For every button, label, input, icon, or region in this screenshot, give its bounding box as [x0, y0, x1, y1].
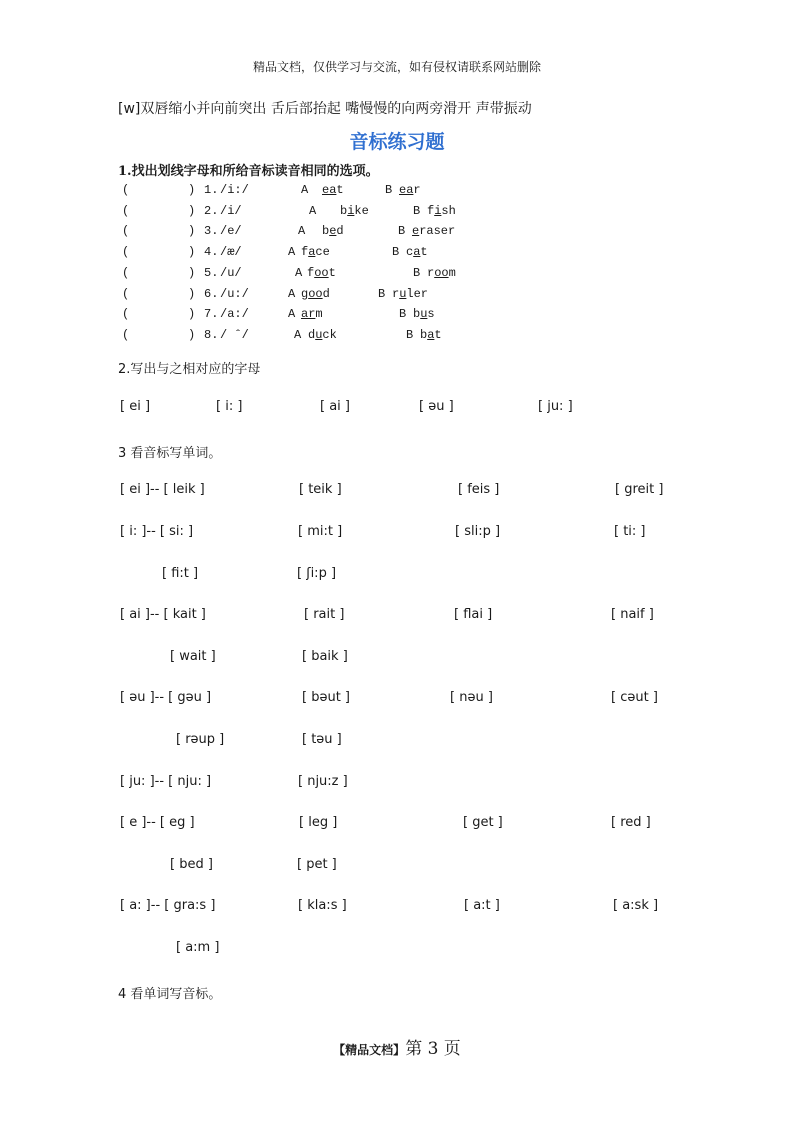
word-suffix: t [336, 183, 344, 197]
phonetic-symbol: /i/ [220, 203, 242, 218]
phonetic-symbol: /u/ [220, 265, 242, 280]
phonetic-entry: [ naif ] [611, 607, 654, 622]
option-a-label: A [301, 183, 309, 197]
option-b-word [399, 183, 421, 197]
word-prefix: r [427, 265, 435, 280]
question-row [118, 224, 678, 244]
option-b-label: B [398, 224, 406, 239]
option-a-word [301, 287, 330, 301]
option-a-label: A [294, 327, 302, 342]
question-row [118, 245, 678, 265]
phonetic-symbol: /i:/ [220, 183, 249, 197]
underlined-letters: i [347, 203, 355, 218]
option-b-label: B [378, 286, 386, 301]
question-number: 7. [204, 307, 219, 322]
option-a-label: A [298, 224, 306, 239]
answer-bracket-open: ( [122, 286, 130, 301]
word-suffix: d [336, 224, 344, 239]
word-suffix: t [434, 327, 442, 342]
question-number: 8. [204, 327, 219, 342]
phonetic-entry: [ red ] [611, 815, 651, 830]
word-prefix: f [301, 245, 309, 260]
phonetic-entry: [ fi:t ] [162, 566, 199, 581]
option-b-label: B [385, 183, 393, 197]
phonetic-group-lead: [ a: ]-- [ gra:s ] [120, 898, 216, 913]
option-b-label: B [406, 327, 414, 342]
phonetic-group-lead: [ ai ]-- [ kait ] [120, 607, 206, 622]
answer-bracket-open: ( [122, 265, 130, 280]
word-suffix: ke [354, 203, 369, 218]
phonetic-entry: [ baik ] [302, 649, 348, 664]
option-b-word [427, 204, 456, 218]
option-b-word [412, 224, 455, 238]
answer-bracket-open: ( [122, 307, 130, 322]
phonetic-entry: [ cəut ] [611, 690, 658, 705]
option-b-word [392, 287, 428, 301]
option-a-word [307, 266, 336, 280]
question-row [118, 307, 678, 327]
option-a-label: A [309, 203, 317, 218]
word-suffix: r [413, 183, 421, 197]
underlined-letters: a [308, 245, 316, 260]
word-prefix: c [406, 245, 414, 260]
intro-line: [w]双唇缩小并向前突出 舌后部抬起 嘴慢慢的向两旁滑开 声带振动 [118, 101, 532, 117]
phonetic-entry: [ get ] [463, 815, 503, 830]
phonetic-symbol: /u:/ [220, 286, 249, 301]
answer-bracket-open: ( [122, 183, 130, 197]
question-number: 4. [204, 245, 219, 260]
page-footer [0, 1034, 794, 1059]
phonetic-entry: [ kla:s ] [298, 898, 347, 913]
option-a-word [301, 245, 330, 259]
page-header: 精品文档，仅供学习与交流，如有侵权请联系网站删除 [252, 60, 541, 74]
option-a-word [340, 204, 369, 218]
footer-bracket: 【精品文档】 [333, 1043, 406, 1057]
phonetic-item: [ ai ] [320, 399, 350, 414]
phonetic-entry: [ feis ] [458, 482, 500, 497]
option-b-word [427, 266, 456, 280]
question-row [118, 183, 678, 203]
answer-bracket-close: ) [188, 265, 196, 280]
word-suffix: s [427, 307, 435, 322]
underlined-letters: ar [301, 307, 316, 322]
phonetic-entry: [ leg ] [299, 815, 338, 830]
underlined-letters: u [315, 327, 323, 342]
underlined-letters: ea [399, 183, 414, 197]
footer-page-number: 第 3 页 [405, 1039, 461, 1059]
question-row [118, 204, 678, 224]
option-a-label: A [288, 286, 296, 301]
phonetic-group-lead: [ i: ]-- [ si: ] [120, 524, 194, 539]
word-prefix: f [307, 265, 315, 280]
question-number: 1. [204, 183, 219, 197]
word-suffix: d [322, 286, 330, 301]
option-a-word [301, 307, 323, 321]
phonetic-item: [ əu ] [419, 399, 454, 414]
word-suffix: raser [419, 224, 456, 239]
underlined-letters: e [412, 224, 420, 239]
option-b-label: B [392, 245, 400, 260]
underlined-letters: u [399, 286, 407, 301]
phonetic-entry: [ a:m ] [176, 940, 220, 955]
option-b-word [406, 245, 428, 259]
word-prefix: b [413, 307, 421, 322]
word-suffix: sh [441, 203, 456, 218]
underlined-letters: a [413, 245, 421, 260]
option-b-label: B [413, 203, 421, 218]
section4-heading: 4 看单词写音标。 [118, 987, 222, 1002]
underlined-letters: e [329, 224, 337, 239]
question-row [118, 328, 678, 348]
option-b-word [420, 328, 442, 342]
word-prefix: b [420, 327, 428, 342]
word-prefix: b [340, 203, 348, 218]
phonetic-entry: [ greit ] [615, 482, 664, 497]
phonetic-entry: [ a:sk ] [613, 898, 659, 913]
word-suffix: ce [315, 245, 330, 260]
word-prefix: d [308, 327, 316, 342]
question-number: 5. [204, 265, 219, 280]
phonetic-symbol: /æ/ [220, 245, 242, 260]
phonetic-entry: [ təu ] [302, 732, 342, 747]
phonetic-entry: [ ti: ] [614, 524, 646, 539]
word-suffix: ck [322, 327, 337, 342]
phonetic-entry: [ sli:p ] [455, 524, 501, 539]
phonetic-entry: [ ʃi:p ] [297, 566, 337, 581]
phonetic-entry: [ rəup ] [176, 732, 225, 747]
answer-bracket-open: ( [122, 327, 130, 342]
phonetic-item: [ ju: ] [538, 399, 573, 414]
underlined-letters: ea [322, 183, 337, 197]
option-b-label: B [399, 307, 407, 322]
answer-bracket-close: ) [188, 245, 196, 260]
option-b-word [413, 307, 435, 321]
phonetic-symbol: / ˆ/ [220, 327, 249, 342]
option-a-word [322, 224, 344, 238]
section1-heading: 1.找出划线字母和所给音标读音相同的选项。 [118, 164, 379, 179]
answer-bracket-close: ) [188, 183, 196, 197]
phonetic-entry: [ rait ] [304, 607, 345, 622]
word-suffix: ler [406, 286, 429, 301]
word-suffix: m [448, 265, 456, 280]
question-number: 3. [204, 224, 219, 239]
word-prefix: g [301, 286, 309, 301]
phonetic-entry: [ nəu ] [450, 690, 493, 705]
word-suffix: t [420, 245, 428, 260]
answer-bracket-close: ) [188, 307, 196, 322]
answer-bracket-close: ) [188, 224, 196, 239]
option-a-label: A [288, 245, 296, 260]
option-a-word [322, 183, 344, 197]
phonetic-item: [ i: ] [216, 399, 243, 414]
word-prefix: r [392, 286, 400, 301]
underlined-letters: oo [314, 265, 329, 280]
phonetic-item: [ ei ] [120, 399, 151, 414]
phonetic-entry: [ a:t ] [464, 898, 500, 913]
section3-heading: 3 看音标写单词。 [118, 446, 222, 461]
option-b-label: B [413, 265, 421, 280]
phonetic-entry: [ bəut ] [302, 690, 350, 705]
word-prefix: b [322, 224, 330, 239]
phonetic-symbol: /e/ [220, 224, 242, 239]
section2-heading: 2.写出与之相对应的字母 [118, 362, 261, 377]
phonetic-group-lead: [ əu ]-- [ gəu ] [120, 690, 212, 705]
phonetic-entry: [ teik ] [299, 482, 342, 497]
answer-bracket-close: ) [188, 286, 196, 301]
phonetic-entry: [ bed ] [170, 857, 213, 872]
phonetic-entry: [ nju:z ] [298, 774, 348, 789]
word-suffix: m [315, 307, 323, 322]
underlined-letters: oo [308, 286, 323, 301]
answer-bracket-open: ( [122, 203, 130, 218]
option-a-label: A [295, 265, 303, 280]
answer-bracket-close: ) [188, 327, 196, 342]
answer-bracket-open: ( [122, 245, 130, 260]
phonetic-symbol: /a:/ [220, 307, 249, 322]
phonetic-entry: [ mi:t ] [298, 524, 343, 539]
phonetic-entry: [ pet ] [297, 857, 337, 872]
phonetic-entry: [ flai ] [454, 607, 493, 622]
word-suffix: t [328, 265, 336, 280]
phonetic-group-lead: [ e ]-- [ eg ] [120, 815, 195, 830]
phonetic-group-lead: [ ju: ]-- [ nju: ] [120, 774, 212, 789]
underlined-letters: oo [434, 265, 449, 280]
question-number: 6. [204, 286, 219, 301]
option-a-label: A [288, 307, 296, 322]
option-a-word [308, 328, 337, 342]
word-prefix: f [427, 203, 435, 218]
question-row [118, 287, 678, 307]
page-title: 音标练习题 [349, 131, 445, 153]
answer-bracket-open: ( [122, 224, 130, 239]
answer-bracket-close: ) [188, 203, 196, 218]
underlined-letters: i [434, 203, 442, 218]
phonetic-group-lead: [ ei ]-- [ leik ] [120, 482, 205, 497]
question-row [118, 266, 678, 286]
phonetic-entry: [ wait ] [170, 649, 216, 664]
underlined-letters: a [427, 327, 435, 342]
question-number: 2. [204, 203, 219, 218]
underlined-letters: u [420, 307, 428, 322]
